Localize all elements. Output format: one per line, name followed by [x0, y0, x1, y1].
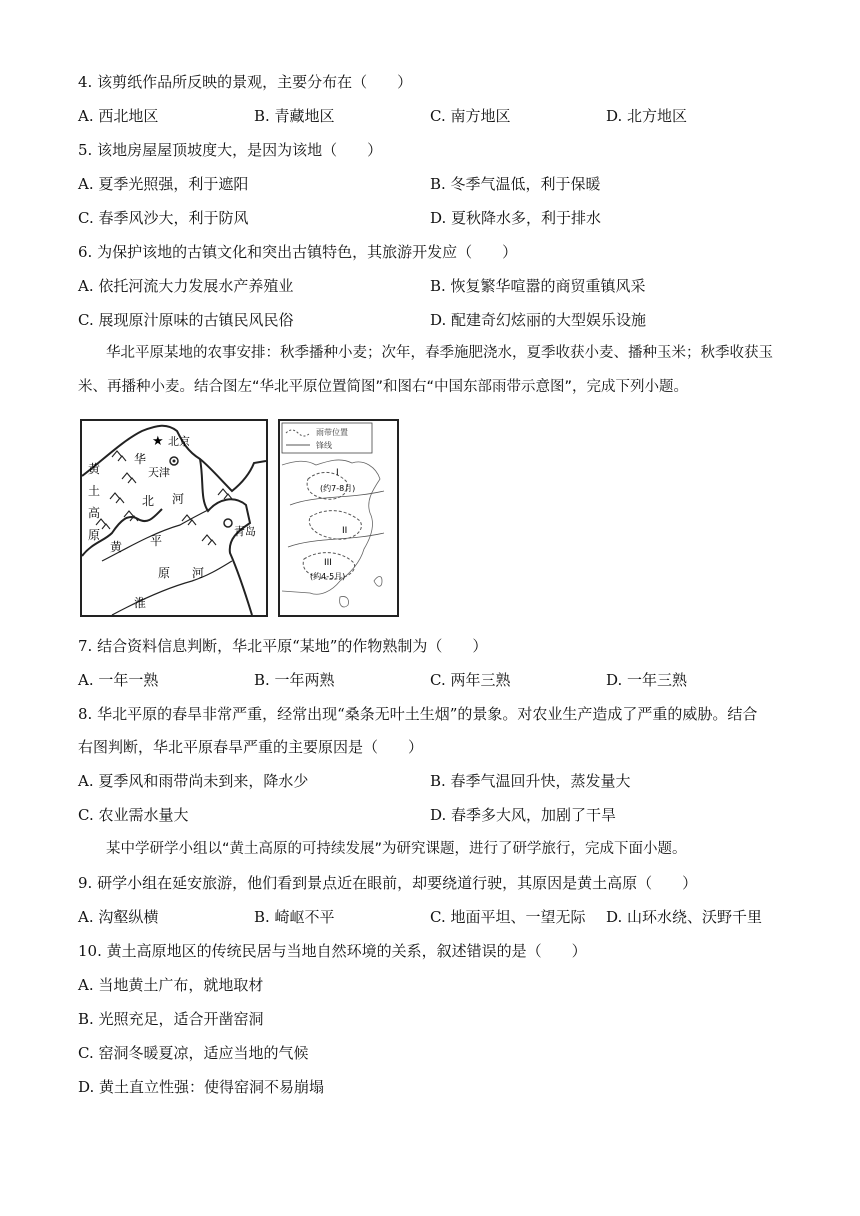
q4-option-d[interactable]: D. 北方地区 [606, 107, 688, 125]
passage-loess-plateau: 某中学研学小组以“黄土高原的可持续发展”为研究课题，进行了研学旅行，完成下面小题。 [106, 841, 687, 857]
label-huabei-2: 北 [142, 494, 155, 508]
belt-label-3: III [324, 558, 332, 568]
legend-rain-belt: 雨带位置 [316, 428, 348, 437]
q8-stem-line2: 右图判断，华北平原春旱严重的主要原因是（ ） [78, 738, 424, 756]
q9-option-a[interactable]: A. 沟壑纵横 [78, 908, 159, 926]
q8-option-c[interactable]: C. 农业需水量大 [78, 806, 189, 824]
q9-option-c[interactable]: C. 地面平坦、一望无际 [430, 908, 586, 926]
label-huabei-3: 平 [150, 534, 163, 548]
q9-option-b[interactable]: B. 崎岖不平 [254, 908, 335, 926]
q10-option-d[interactable]: D. 黄土直立性强：使得窑洞不易崩塌 [78, 1078, 325, 1096]
label-huangtu-1: 黄 [88, 462, 101, 476]
belt-label-2: II [342, 526, 348, 536]
label-he: 河 [172, 492, 185, 506]
q5-stem: 5. 该地房屋屋顶坡度大，是因为该地（ ） [78, 141, 383, 159]
label-huang-river: 黄 [110, 540, 123, 554]
beijing-star-icon: ★ [152, 434, 164, 449]
q5-option-a[interactable]: A. 夏季光照强，利于遮阳 [78, 175, 249, 193]
legend-front: 锋线 [316, 441, 332, 450]
label-huangtu-2: 土 [88, 484, 101, 498]
q4-option-b[interactable]: B. 青藏地区 [254, 107, 335, 125]
q9-stem: 9. 研学小组在延安旅游，他们看到景点近在眼前，却要绕道行驶，其原因是黄土高原（ ） [78, 874, 698, 892]
q6-option-d[interactable]: D. 配建奇幻炫丽的大型娱乐设施 [430, 311, 647, 329]
q9-option-d[interactable]: D. 山环水绕、沃野千里 [606, 908, 763, 926]
q6-option-b[interactable]: B. 恢复繁华喧嚣的商贸重镇风采 [430, 277, 646, 295]
q10-option-c[interactable]: C. 窑洞冬暖夏凉，适应当地的气候 [78, 1044, 309, 1062]
q8-option-a[interactable]: A. 夏季风和雨带尚未到来，降水少 [78, 772, 309, 790]
q5-option-c[interactable]: C. 春季风沙大，利于防风 [78, 209, 249, 227]
map-north-china-plain [80, 419, 268, 617]
q8-option-d[interactable]: D. 春季多大风，加剧了干旱 [430, 806, 617, 824]
q6-stem: 6. 为保护该地的古镇文化和突出古镇特色，其旅游开发应（ ） [78, 243, 518, 261]
q6-option-c[interactable]: C. 展现原汁原味的古镇民风民俗 [78, 311, 294, 329]
q7-option-d[interactable]: D. 一年三熟 [606, 671, 688, 689]
belt-note-3: (约4-5月) [310, 572, 346, 581]
q8-stem-line1: 8. 华北平原的春旱非常严重，经常出现“桑条无叶土生烟”的景象。对农业生产造成了严重的威胁。结合 [78, 705, 758, 723]
q4-option-c[interactable]: C. 南方地区 [430, 107, 511, 125]
belt-note-1: (约7-8月) [320, 484, 356, 493]
label-huangtu-4: 原 [88, 528, 101, 542]
passage-north-china-plain: 华北平原某地的农事安排：秋季播种小麦；次年，春季施肥浇水，夏季收获小麦、播种玉米；秋季收获玉米、再播种小麦。结合图左“华北平原位置简图”和图右“中国东部雨带示意图”，完成下列小题。 [78, 345, 773, 395]
label-tianjin: 天津 [148, 466, 170, 479]
q7-option-c[interactable]: C. 两年三熟 [430, 671, 511, 689]
q7-option-a[interactable]: A. 一年一熟 [78, 671, 159, 689]
qingdao-marker-icon [224, 519, 232, 527]
label-huabei-1: 华 [134, 452, 147, 466]
q7-option-b[interactable]: B. 一年两熟 [254, 671, 335, 689]
q6-option-a[interactable]: A. 依托河流大力发展水产养殖业 [78, 277, 294, 295]
q4-stem: 4. 该剪纸作品所反映的景观，主要分布在（ ） [78, 73, 413, 91]
q5-option-d[interactable]: D. 夏秋降水多，利于排水 [430, 209, 602, 227]
q5-option-b[interactable]: B. 冬季气温低，利于保暖 [430, 175, 601, 193]
q10-stem: 10. 黄土高原地区的传统民居与当地自然环境的关系，叙述错误的是（ ） [78, 942, 587, 960]
label-huai: 淮 [134, 596, 147, 610]
label-qingdao: 青岛 [234, 525, 256, 538]
map-rain-belt-svg [280, 421, 397, 615]
map-rain-belt [278, 419, 399, 617]
q10-option-b[interactable]: B. 光照充足，适合开凿窑洞 [78, 1010, 264, 1028]
q4-option-a[interactable]: A. 西北地区 [78, 107, 159, 125]
label-huangtu-3: 高 [88, 506, 101, 520]
label-huabei-4: 原 [158, 566, 171, 580]
label-beijing: 北京 [168, 435, 190, 448]
q7-stem: 7. 结合资料信息判断，华北平原“某地”的作物熟制为（ ） [78, 637, 488, 655]
q8-option-b[interactable]: B. 春季气温回升快，蒸发量大 [430, 772, 631, 790]
label-he2: 河 [192, 566, 205, 580]
q10-option-a[interactable]: A. 当地黄土广布，就地取材 [78, 976, 264, 994]
map-north-china-plain-svg [82, 421, 266, 615]
belt-label-1: I [336, 468, 339, 478]
